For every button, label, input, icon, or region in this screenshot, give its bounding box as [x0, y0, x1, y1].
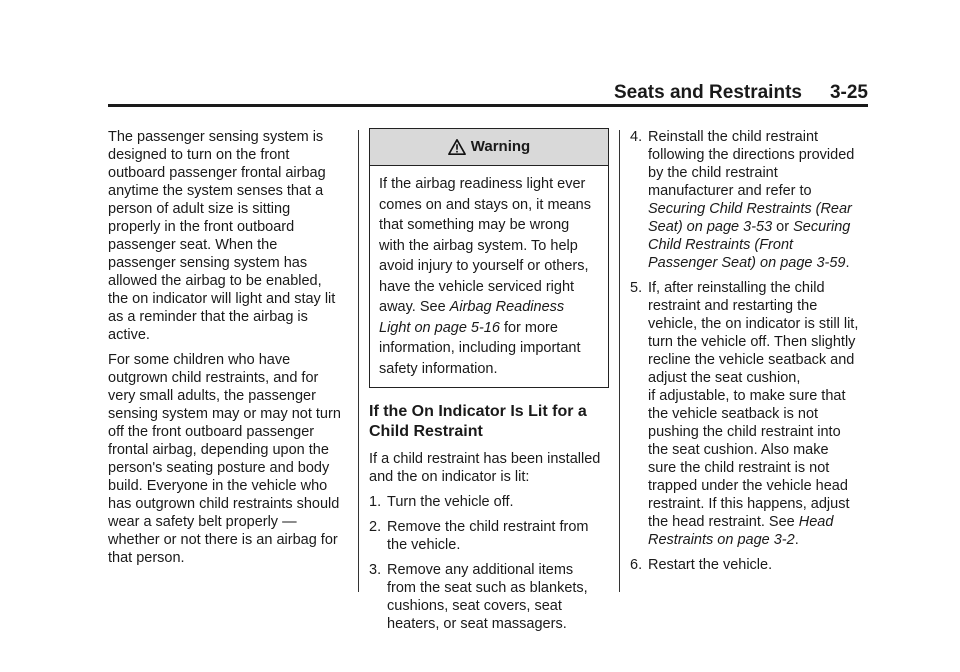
step-item: 6. Restart the vehicle. — [630, 557, 773, 573]
column-left — [108, 128, 348, 574]
warning-box — [369, 128, 609, 388]
column-middle — [369, 128, 609, 640]
page-header — [108, 82, 868, 104]
column-right — [630, 128, 870, 581]
cross-reference: Light on page 5-16 — [379, 319, 500, 336]
cross-reference: Restraints on page 3-2 — [648, 532, 795, 548]
cross-reference: Securing Child Restraints (Rear — [648, 201, 852, 217]
page-number: 3-25 — [829, 82, 868, 103]
step-item: 2. Remove the child restraint from the vehicle. — [369, 519, 589, 553]
section-heading: If the On Indicator Is Lit for a Child Restraint — [369, 403, 587, 440]
steps-list — [369, 493, 609, 633]
cross-reference: Head — [798, 514, 834, 530]
warning-triangle-icon — [448, 138, 466, 156]
steps-list-continued — [630, 128, 870, 574]
step-item: 4. Reinstall the child restraint following the directions provided by the child restraint manufacturer and refer to Securing Child Restraints (Rear Seat) on page 3-53 or Securing Child Restraints (Front Passenger Seat) on page 3-59. — [630, 129, 855, 271]
warning-header — [370, 129, 608, 166]
column-divider — [619, 130, 620, 592]
paragraph-children-adults: For some children who have outgrown child restraints, and for very small adults, the passenger sensing system may or may not turn off the front outboard passenger frontal airbag, depending upon the person's seating posture and body build. Everyone in the vehicle who has outgrown child restraints should wear a safety belt properly — whether or not there is an airbag for that person. — [108, 352, 341, 566]
section-intro: If a child restraint has been installed and the on indicator is lit: — [369, 451, 601, 485]
step-item: 3. Remove any additional items from the seat such as blankets, cushions, seat covers, seat heaters, or seat massagers. — [369, 562, 588, 632]
section-title: Seats and Restraints — [614, 82, 802, 103]
cross-reference: Passenger Seat) on page 3-59 — [648, 255, 846, 271]
cross-reference: Securing — [793, 219, 851, 235]
paragraph-passenger-sensing: The passenger sensing system is designed to turn on the front outboard passenger frontal airbag anytime the system senses that a person of adult size is sitting properly in the front outboard passenger seat. When the passenger sensing system has allowed the airbag to be enabled, the on indicator will light and stay lit as a reminder that the airbag is active. — [108, 129, 336, 343]
column-divider — [358, 130, 359, 592]
cross-reference: Seat) on page 3-53 — [648, 219, 773, 235]
cross-reference: Child Restraints (Front — [648, 237, 794, 253]
warning-title: Warning — [470, 138, 531, 155]
warning-body: If the airbag readiness light ever comes on and stays on, it means that something may be wrong with the airbag system. To help avoid injury to yourself or others, have the vehicle serviced right away. See Airbag Readiness Light on page 5-16 for more information, including important safety information. — [379, 176, 591, 377]
step-item: 1. Turn the vehicle off. — [369, 494, 514, 510]
step-item: 5. If, after reinstalling the child restraint and restarting the vehicle, the on indicator is still lit, turn the vehicle off. Then slightly recline the vehicle seatback and adjust the seat cushion, if adjustable, to make sure that the vehicle seatback is not pushing the child restraint into the seat cushion. Also make sure the child restraint is not trapped under the vehicle head restraint. If this happens, adjust the head restraint. See Head Restraints on page 3-2. — [630, 280, 859, 548]
header-rule — [108, 104, 868, 107]
cross-reference: Airbag Readiness — [449, 299, 565, 315]
